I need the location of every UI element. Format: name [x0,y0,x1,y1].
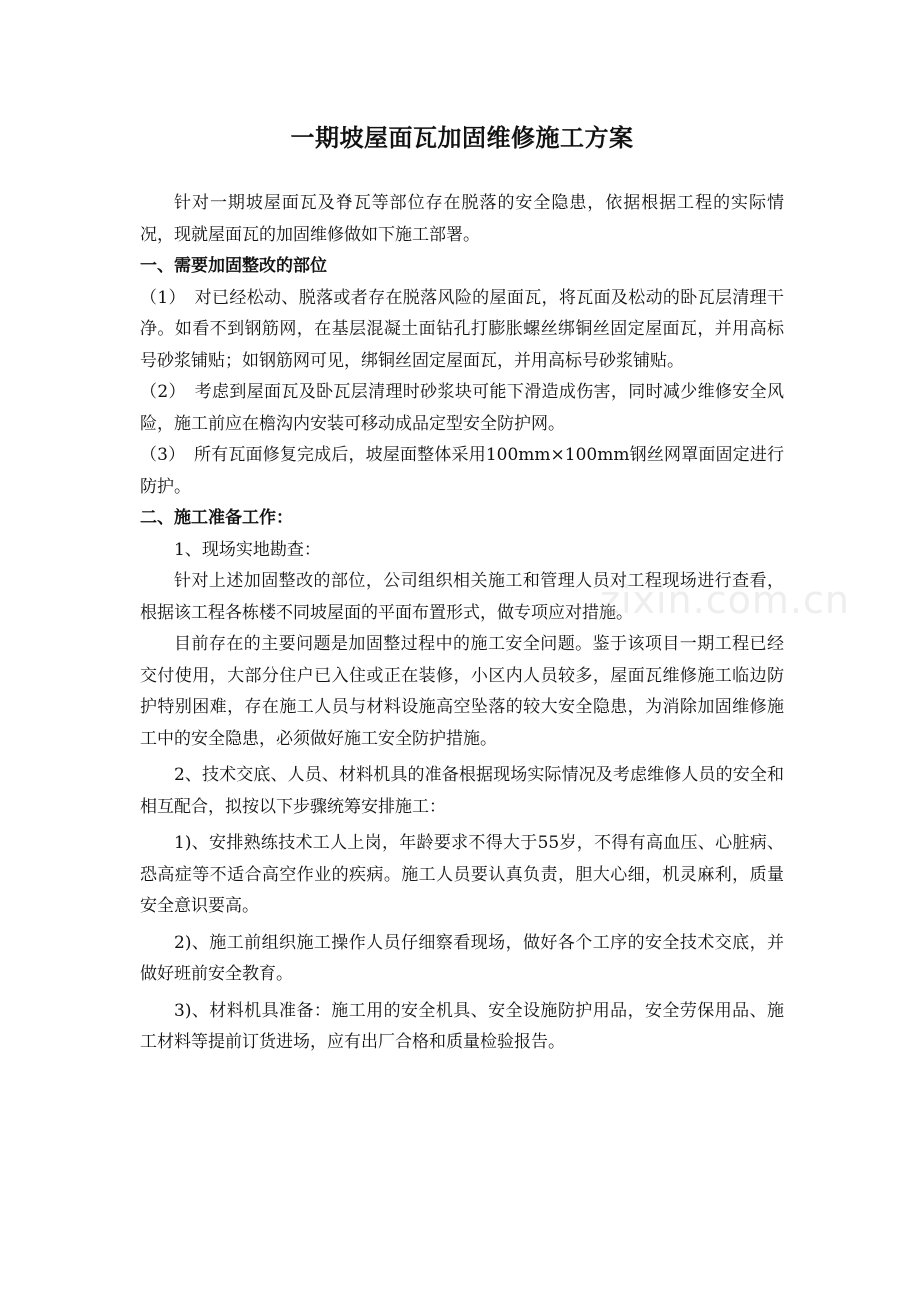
subsection1-title: 1、现场实地勘查： [174,539,321,560]
watermark-text: zixin.com.cn [600,578,850,622]
step-2: 2)、施工前组织施工操作人员仔细察看现场，做好各个工序的安全技术交底，并做好班前安全教育。 [140,932,784,984]
section1-item-2: （2） 考虑到屋面瓦及卧瓦层清理时砂浆块可能下滑造成伤害，同时减少维修安全风险，施工前应在檐沟内安装可移动成品定型安全防护网。 [140,382,784,434]
intro-paragraph: 针对一期坡屋面瓦及脊瓦等部位存在脱落的安全隐患，依据根据工程的实际情况，现就屋面瓦的加固维修做如下施工部署。 [140,193,784,245]
step-3: 3)、材料机具准备：施工用的安全机具、安全设施防护用品，安全劳保用品、施工材料等提前订货进场，应有出厂合格和质量检验报告。 [140,1000,784,1052]
step-1: 1)、安排熟练技术工人上岗，年龄要求不得大于55岁，不得有高血压、心脏病、恐高症等不适合高空作业的疾病。施工人员要认真负责，胆大心细，机灵麻利，质量安全意识要高。 [140,833,784,916]
subsection1-paragraph-2: 目前存在的主要问题是加固整过程中的施工安全问题。鉴于该项目一期工程已经交付使用，大部分住户已入住或正在装修，小区内人员较多，屋面瓦维修施工临边防护特别困难，存在施工人员与材料设施高空坠落的较大安全隐患，为消除加固维修施工中的安全隐患，必须做好施工安全防护措施。 [140,634,784,749]
section1-heading: 一、需要加固整改的部位 [140,256,327,276]
section2-heading: 二、施工准备工作： [140,508,293,528]
section1-item-1: （1） 对已经松动、脱落或者存在脱落风险的屋面瓦，将瓦面及松动的卧瓦层清理干净。如看不到钢筋网，在基层混凝土面钻孔打膨胀螺丝绑铜丝固定屋面瓦，并用高标号砂浆铺贴；如钢筋网可见，绑铜丝固定屋面瓦，并用高标号砂浆铺贴。 [140,287,784,371]
subsection2-title: 2、技术交底、人员、材料机具的准备根据现场实际情况及考虑维修人员的安全和相互配合，拟按以下步骤统筹安排施工： [140,765,784,817]
document-page [140,118,784,1059]
subsection1-paragraph-1: 针对上述加固整改的部位，公司组织相关施工和管理人员对工程现场进行查看，根据该工程各栋楼不同坡屋面的平面布置形式，做专项应对措施。 [140,571,784,623]
section1-item-3: （3） 所有瓦面修复完成后，坡屋面整体采用100mm×100mm钢丝网罩面固定进行防护。 [140,445,784,497]
document-title: 一期坡屋面瓦加固维修施工方案 [290,123,634,152]
